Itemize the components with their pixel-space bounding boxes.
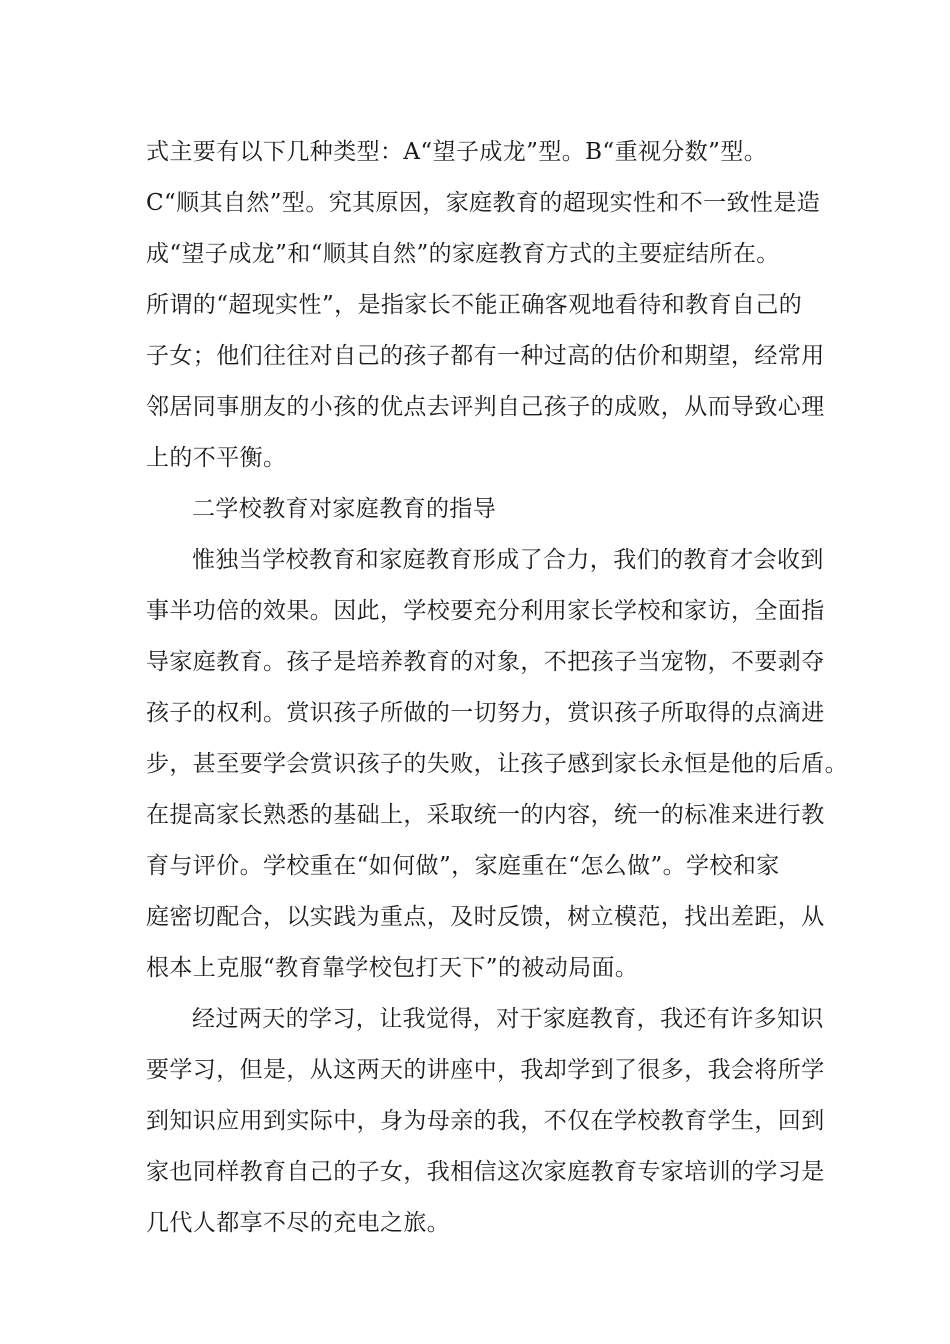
paragraph-3-line-5: 几代人都享不尽的充电之旅。 bbox=[146, 1210, 451, 1236]
paragraph-2-line-5: 步，甚至要学会赏识孩子的失败，让孩子感到家长永恒是他的后盾。 bbox=[146, 751, 848, 777]
section-heading: 二学校教育对家庭教育的指导 bbox=[192, 496, 497, 522]
paragraph-1-line-2: C“顺其自然”型。究其原因，家庭教育的超现实性和不一致性是造 bbox=[146, 190, 821, 216]
paragraph-2-line-1: 惟独当学校教育和家庭教育形成了合力，我们的教育才会收到 bbox=[192, 547, 824, 573]
paragraph-1-line-3: 成“望子成龙”和“顺其自然”的家庭教育方式的主要症结所在。 bbox=[146, 241, 780, 267]
paragraph-2-line-7: 育与评价。学校重在“如何做”，家庭重在“怎么做”。学校和家 bbox=[146, 853, 780, 879]
paragraph-2-line-2: 事半功倍的效果。因此，学校要充分利用家长学校和家访，全面指 bbox=[146, 598, 825, 624]
paragraph-2-line-6: 在提高家长熟悉的基础上，采取统一的内容，统一的标准来进行教 bbox=[146, 802, 825, 828]
paragraph-3-line-4: 家也同样教育自己的子女，我相信这次家庭教育专家培训的学习是 bbox=[146, 1159, 825, 1185]
paragraph-1-line-7: 上的不平衡。 bbox=[146, 445, 287, 471]
paragraph-2-line-8: 庭密切配合，以实践为重点，及时反馈，树立模范，找出差距，从 bbox=[146, 904, 825, 930]
paragraph-3-line-3: 到知识应用到实际中，身为母亲的我，不仅在学校教育学生，回到 bbox=[146, 1108, 825, 1134]
paragraph-2-line-9: 根本上克服“教育靠学校包打天下”的被动局面。 bbox=[146, 955, 639, 981]
paragraph-1-line-4: 所谓的“超现实性”，是指家长不能正确客观地看待和教育自己的 bbox=[146, 292, 803, 318]
paragraph-2-line-3: 导家庭教育。孩子是培养教育的对象，不把孩子当宠物，不要剥夺 bbox=[146, 649, 825, 675]
paragraph-2-line-4: 孩子的权利。赏识孩子所做的一切努力，赏识孩子所取得的点滴进 bbox=[146, 700, 825, 726]
paragraph-1-line-1: 式主要有以下几种类型：A“望子成龙”型。B“重视分数”型。 bbox=[146, 139, 768, 165]
paragraph-1-line-6: 邻居同事朋友的小孩的优点去评判自己孩子的成败，从而导致心理 bbox=[146, 394, 825, 420]
paragraph-3-line-2: 要学习，但是，从这两天的讲座中，我却学到了很多，我会将所学 bbox=[146, 1057, 825, 1083]
paragraph-3-line-1: 经过两天的学习，让我觉得，对于家庭教育，我还有许多知识 bbox=[192, 1006, 824, 1032]
paragraph-1-line-5: 子女；他们往往对自己的孩子都有一种过高的估价和期望，经常用 bbox=[146, 343, 825, 369]
